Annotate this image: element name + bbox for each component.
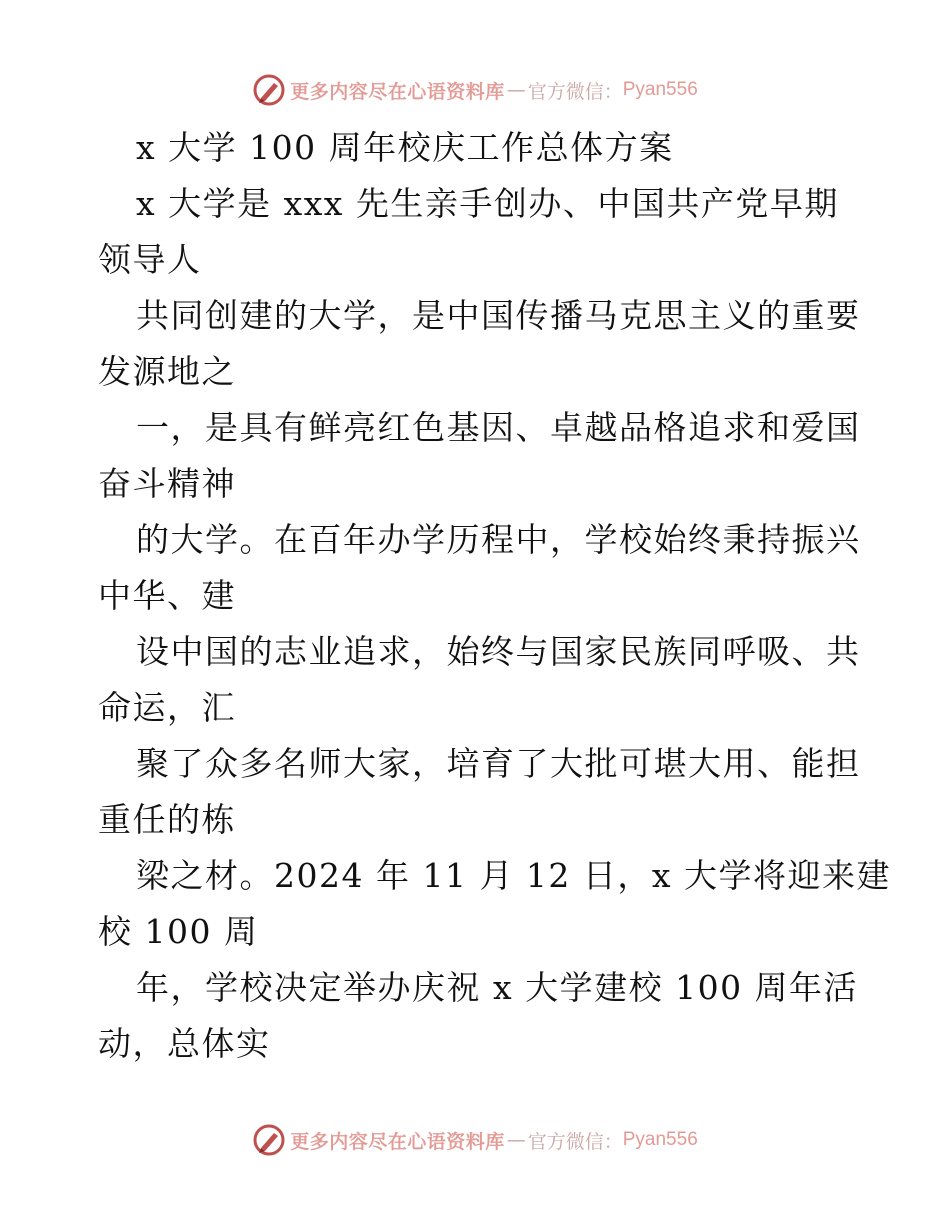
banner-brand-text: 更多内容尽在心语资料库 [290,1130,505,1153]
paragraph-line: 梁之材。2024 年 11 月 12 日，x 大学将迎来建 [136,856,892,895]
banner-wechat-label: 官方微信： [527,80,623,103]
paragraph-line: 奋斗精神 [98,464,236,503]
paragraph-line: 重任的栋 [98,800,236,839]
banner-wechat-label: 官方微信： [527,1130,623,1153]
banner-dash: — [506,1129,526,1151]
paragraph-line: 设中国的志业追求，始终与国家民族同呼吸、共 [136,632,861,671]
banner-brand-text: 更多内容尽在心语资料库 [290,80,505,103]
paragraph-line: 的大学。在百年办学历程中，学校始终秉持振兴 [136,520,861,559]
paragraph-line: 中华、建 [98,576,236,615]
banner-wechat-id: Pyan556 [622,79,698,100]
banner-dash: — [506,79,526,101]
footer-banner [0,1118,950,1162]
paragraph-line: 命运，汇 [98,688,236,727]
paragraph-line: 共同创建的大学，是中国传播马克思主义的重要 [136,296,861,335]
paragraph-line: 聚了众多名师大家，培育了大批可堪大用、能担 [136,744,861,783]
paragraph-line: x 大学是 xxx 先生亲手创办、中国共产党早期 [136,184,839,223]
header-banner [0,68,950,112]
paragraph-line: 年，学校决定举办庆祝 x 大学建校 100 周年活 [136,968,859,1007]
pen-logo-icon [252,73,286,107]
paragraph-line: 动，总体实 [98,1024,271,1063]
banner-wechat-id: Pyan556 [622,1129,698,1150]
paragraph-line: 发源地之 [98,352,236,391]
paragraph-line: 校 100 周 [98,912,259,951]
paragraph-line: 领导人 [98,240,202,279]
paragraph-line: 一，是具有鲜亮红色基因、卓越品格追求和爱国 [136,408,861,447]
pen-logo-icon [252,1123,286,1157]
document-body [98,120,892,1072]
document-title: x 大学 100 周年校庆工作总体方案 [136,128,674,167]
